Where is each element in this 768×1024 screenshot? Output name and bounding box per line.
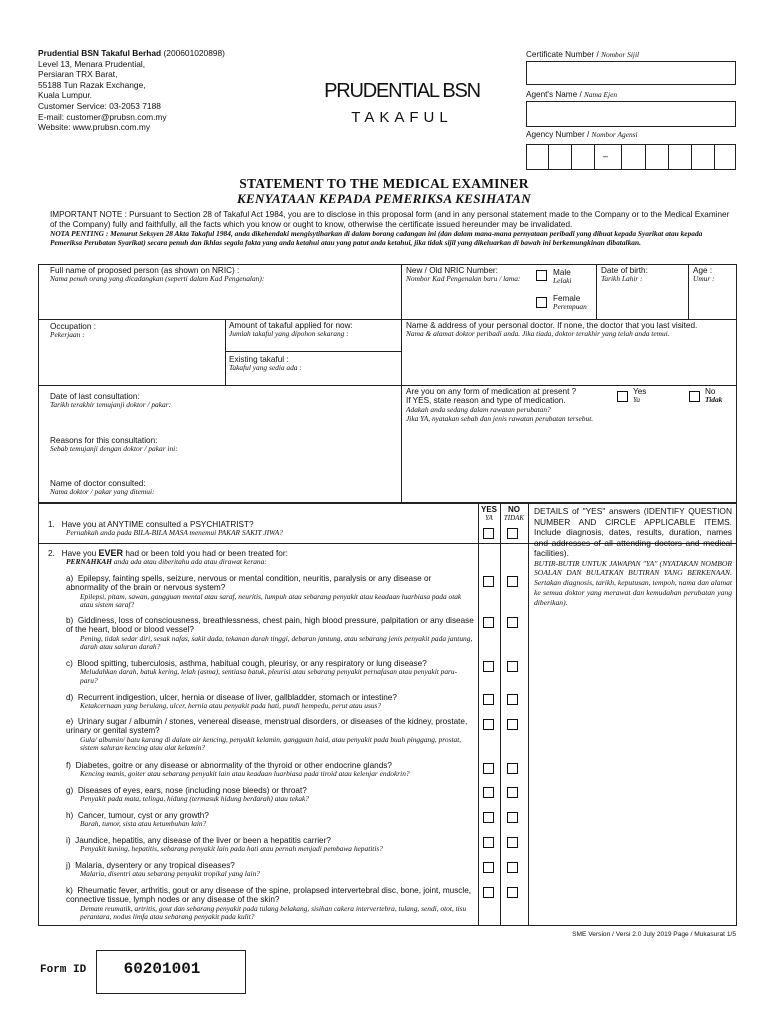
agency-dash: – (603, 151, 609, 161)
customer-service: Customer Service: 03-2053 7188 (38, 100, 161, 111)
question-2j: j) Malaria, dysentery or any tropical diseases? Malaria, disentri atau sebarang penyakit tropikal yang lain? (66, 861, 260, 879)
company-email: E-mail: customer@prubsn.com.my (38, 111, 167, 122)
company-address-3: 55188 Tun Razak Exchange, (38, 79, 146, 90)
medication-yes-checkbox[interactable] (617, 391, 628, 402)
important-note-en: IMPORTANT NOTE : Pursuant to Section 28 of Takaful Act 1984, you are to disclose in this proposal form (and in any personal statement made to the Company or to the Medical Examiner of the Company) fully and faithfully, all the facts which you know or ought to know, otherwise the certificate issued hereunder may be invalidated. (50, 210, 730, 229)
details-my: BUTIR-BUTIR UNTUK JAWAPAN "YA" (NYATAKAN NOMBOR SOALAN DAN BULATKAN BUTIRAN YANG BERKENAAN. Sertakan diagnosis, tarikh, keputusan, tempoh, nama dan alamat ke semua doktor yang merawat dan kemudahan perubatan yang diberikan). (534, 558, 732, 607)
q2k-yes-checkbox[interactable] (483, 887, 494, 898)
question-2h: h) Cancer, tumour, cyst or any growth? Barah, tumor, sista atau ketumbuhan lain? (66, 811, 209, 829)
question-2k: k) Rheumatic fever, arthritis, gout or any disease of the spine, prolapsed intervertebral disc, bone, joint, muscle, connective tissue, lymph nodes or any disease of the skin? Demam reumatik, artritis, gout dan sebarang penyakit pada tulang belakang, sisihan cakera intervertebra, tulang, sendi, otot, tisu perantara, nodus limfa atau sebarang penyakit pada kulit? (66, 886, 472, 922)
nric-field[interactable]: New / Old NRIC Number: Nombor Kad Pengenalan baru / lama: (406, 266, 521, 284)
important-note-my: NOTA PENTING : Menurut Seksyen 28 Akta Takaful 1984, anda dikehendaki mengisytiharkan di dalam borang cadangan ini (dan dalam mana-mana pernyataan peribadi yang dibuat kepada Syarikat atau kepada Pemeriksa Perubatan Syarikat) secara penuh dan ikhlas segala fakta yang anda ketahui atau yang patut anda ketahui, jika tidak sijil yang dikeluarkan di bawah ini berkemungkinan dibatalkan. (50, 229, 703, 248)
logo-bottom-text: TAKAFUL (351, 109, 453, 126)
q2i-no-checkbox[interactable] (507, 837, 518, 848)
details-instructions (534, 506, 732, 607)
male-label: Male Lelaki (553, 268, 572, 286)
company-block (38, 48, 298, 133)
doctor-address-field[interactable]: Name & address of your personal doctor. If none, the doctor that you last visited. Nama & alamat doktor peribadi anda. Jika tiada, doktor terakhir yang telah anda temui. (406, 321, 698, 339)
q2b-yes-checkbox[interactable] (483, 617, 494, 628)
company-name: Prudential BSN Takaful Berhad (38, 48, 162, 58)
question-2a: a) Epilepsy, fainting spells, seizure, nervous or mental condition, neuritis, paralysis or any disease or abnormality of the brain or nervous system? Epilepsi, pitam, sawan, gangguan mental atau saraf, neuritis, lumpuh atau sebarang penyakit atau keadaan luarbiasa pada otak atau sistem saraf? (66, 574, 462, 610)
personal-details-grid (38, 264, 737, 503)
question-2e: e) Urinary sugar / albumin / stones, venereal disease, menstrual disorders, or diseases of the kidney, prostate, urinary or genital system? Gula/ albumin/ batu karang di dalam air kencing, penyakit kelamin, gangguan haid, atau penyakit pada buah pinggang, prostat, sistem saluran kencing atau alat kelamin? (66, 717, 468, 753)
question-2c: c) Blood spitting, tuberculosis, asthma, habitual cough, pleurisy, or any respiratory or lung disease? Meludahkan darah, batuk kering, lelah (asma), sentiasa batuk, pleurisi atau sebarang penyakit pernafasan atau penyakit paru-paru? (66, 659, 458, 685)
q2h-yes-checkbox[interactable] (483, 812, 494, 823)
q2i-yes-checkbox[interactable] (483, 837, 494, 848)
agent-name-field[interactable] (526, 101, 736, 127)
last-consultation-field[interactable]: Date of last consultation: Tarikh terakhir temujanji doktor / pakar: (50, 392, 172, 410)
q2e-yes-checkbox[interactable] (483, 719, 494, 730)
female-checkbox[interactable] (536, 297, 547, 308)
q2f-yes-checkbox[interactable] (483, 763, 494, 774)
logo-top-text: PRUDENTIAL BSN (324, 80, 480, 102)
q2d-yes-checkbox[interactable] (483, 694, 494, 705)
amount-field[interactable]: Amount of takaful applied for now: Jumlah takaful yang dipohon sekarang : (229, 321, 353, 339)
agency-label: Agency Number / Nombor Agensi (526, 130, 638, 139)
age-field[interactable]: Age : Umur : (693, 266, 715, 284)
q2g-no-checkbox[interactable] (507, 787, 518, 798)
q2d-no-checkbox[interactable] (507, 694, 518, 705)
male-checkbox[interactable] (536, 270, 547, 281)
question-2g: g) Diseases of eyes, ears, nose (including nose bleeds) or throat? Penyakit pada mata, telinga, hidung (termasuk hidung berdarah) atau tekak? (66, 786, 310, 804)
agency-number-field[interactable] (526, 144, 736, 170)
q2c-no-checkbox[interactable] (507, 661, 518, 672)
q2k-no-checkbox[interactable] (507, 887, 518, 898)
q2j-no-checkbox[interactable] (507, 862, 518, 873)
dob-field[interactable]: Date of birth: Tarikh Lahir : (601, 266, 648, 284)
q2j-yes-checkbox[interactable] (483, 862, 494, 873)
female-label: Female Perempuan (553, 294, 587, 312)
q2g-yes-checkbox[interactable] (483, 787, 494, 798)
agent-label: Agent's Name / Nama Ejen (526, 90, 618, 99)
company-address-4: Kuala Lumpur. (38, 90, 93, 101)
doctor-name-field[interactable]: Name of doctor consulted: Nama doktor / pakar yang ditemui: (50, 479, 155, 497)
q2e-no-checkbox[interactable] (507, 719, 518, 730)
q2a-yes-checkbox[interactable] (483, 576, 494, 587)
company-address-1: Level 13, Menara Prudential, (38, 58, 146, 69)
existing-takaful-field[interactable]: Existing takaful : Takaful yang sedia ada : (229, 355, 302, 373)
company-address-2: Persiaran TRX Barat, (38, 69, 118, 80)
question-2f: f) Diabetes, goitre or any disease or abnormality of the thyroid or other endocrine glands? Kencing manis, goiter atau sebarang penyakit lain atau keadaan luarbiasa pada tiroid atau kelenjar endokrin? (66, 761, 410, 779)
question-2b: b) Giddiness, loss of consciousness, breathlessness, chest pain, high blood pressure, palpitation or any disease of the heart, blood or blood vessel? Pening, tidak sedar diri, sesak nafas, sakit dada, tekanan darah tinggi, debaran jantung, atau sebarang jenis penyakit pada jantung, darah atau saluran darah? (66, 616, 474, 652)
medication-yes-label: Yes Ya (633, 387, 647, 404)
title-en: STATEMENT TO THE MEDICAL EXAMINER (239, 176, 529, 191)
q2b-no-checkbox[interactable] (507, 617, 518, 628)
yes-column-header: YES YA (480, 505, 497, 522)
question-2d: d) Recurrent indigestion, ulcer, hernia or disease of liver, gallbladder, stomach or intestine? Ketakcernaan yang berulang, ulcer, hernia atau penyakit pada hati, pundi hempedu, perut atau usus? (66, 693, 397, 711)
company-website: Website: www.prubsn.com.my (38, 122, 151, 133)
question-2: 2. Have you EVER had or been told you had or been treated for: PERNAHKAH anda ada atau diberitahu ada atau dirawat kerana: (48, 548, 288, 567)
logo (314, 80, 490, 126)
question-1: 1. Have you at ANYTIME consulted a PSYCHIATRIST? Pernahkah anda pada BILA-BILA MASA menemui PAKAR SAKIT JIWA? (48, 520, 283, 538)
q2a-no-checkbox[interactable] (507, 576, 518, 587)
no-column-header: NO TIDAK (503, 505, 525, 522)
company-name-line (38, 48, 298, 59)
full-name-field[interactable]: Full name of proposed person (as shown on NRIC) : Nama penuh orang yang dicadangkan (seperti dalam Kad Pengenalan): (50, 266, 265, 284)
medication-no-checkbox[interactable] (689, 391, 700, 402)
medication-no-label: No Tidak (705, 387, 723, 404)
medication-question: Are you on any form of medication at present ? If YES, state reason and type of medication. Adakah anda sedang dalam rawatan perubatan? Jika YA, nyatakan sebab dan jenis rawatan perubatan tersebut. (406, 387, 594, 423)
details-en: DETAILS of "YES" answers (IDENTIFY QUESTION NUMBER AND CIRCLE APPLICABLE ITEMS. Include diagnosis, dates, results, duration, names and addresses of all attending doctors and medical facilities). (534, 506, 732, 558)
question-2i: i) Jaundice, hepatitis, any disease of the liver or been a hepatitis carrier? Penyakit kuning, hepatitis, sebarang penyakit lain pada hati atau pernah menjadi pembawa hepatitis? (66, 836, 383, 854)
occupation-field[interactable]: Occupation : Pekerjaan : (50, 322, 96, 340)
q1-yes-checkbox[interactable] (483, 528, 494, 539)
q2c-yes-checkbox[interactable] (483, 661, 494, 672)
q2f-no-checkbox[interactable] (507, 763, 518, 774)
important-note (50, 210, 736, 247)
reasons-field[interactable]: Reasons for this consultation: Sebab temujanji dengan doktor / pakar ini: (50, 436, 178, 454)
version-info: SME Version / Versi 2.0 July 2019 Page / Mukasurat 1/5 (572, 931, 736, 938)
q2h-no-checkbox[interactable] (507, 812, 518, 823)
certificate-number-field[interactable] (526, 61, 736, 85)
title-my: KENYATAAN KEPADA PEMERIKSA KESIHATAN (237, 191, 531, 206)
certificate-label: Certificate Number / Nombor Sijil (526, 50, 640, 59)
company-reg-no: (200601020898) (163, 48, 225, 58)
q1-no-checkbox[interactable] (507, 528, 518, 539)
form-id-label: Form ID (40, 964, 87, 976)
form-id-value: 60201001 (123, 960, 201, 978)
